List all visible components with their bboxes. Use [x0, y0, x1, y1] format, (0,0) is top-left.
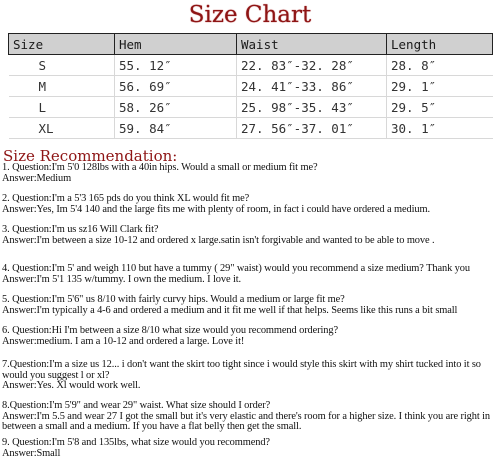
waist-cell: 25. 98″-35. 43″: [237, 97, 387, 118]
table-row: [9, 76, 493, 97]
answer-text: Answer:Small: [2, 447, 61, 459]
qa-item: [2, 326, 498, 347]
answer-text: Answer:I'm 5'1 135 w/tummy. I own the medium. I love it.: [2, 273, 242, 285]
answer-text: Answer:medium. I am a 10-12 and ordered a large. Love it!: [2, 335, 245, 347]
size-chart-table: [8, 33, 493, 139]
hem-cell: 58. 26″: [115, 97, 237, 118]
column-header: Hem: [115, 34, 237, 55]
size-cell: L: [9, 97, 115, 118]
column-header: Waist: [237, 34, 387, 55]
qa-item: [2, 163, 498, 184]
question-text: 3. Question:I'm us sz16 Will Clark fit?: [2, 224, 159, 235]
qa-item: [2, 360, 498, 392]
size-cell: S: [9, 55, 115, 76]
qa-item: [2, 264, 498, 285]
waist-cell: 27. 56″-37. 01″: [237, 118, 387, 139]
page-title: Size Chart: [188, 2, 312, 28]
length-cell: 28. 8″: [387, 55, 493, 76]
qa-item: [2, 295, 498, 316]
length-cell: 29. 1″: [387, 76, 493, 97]
question-text: 9. Question:I'm 5'8 and 135lbs, what size would you recommend?: [2, 437, 270, 448]
table-row: [9, 118, 493, 139]
size-cell: XL: [9, 118, 115, 139]
table-header-row: [9, 34, 493, 55]
qa-item: [2, 225, 498, 246]
question-text: 8.Question:I'm 5'9" and wear 29" waist. What size should I order?: [2, 400, 271, 411]
qa-item: [2, 401, 498, 433]
hem-cell: 59. 84″: [115, 118, 237, 139]
answer-text: Answer:I'm between a size 10-12 and ordered x large.satin isn't forgivable and wanted to be able to move .: [2, 234, 435, 246]
length-cell: 29. 5″: [387, 97, 493, 118]
table-row: [9, 55, 493, 76]
length-cell: 30. 1″: [387, 118, 493, 139]
question-text: 6. Question:Hi I'm between a size 8/10 what size would you recommend ordering?: [2, 325, 339, 336]
qa-item: [2, 194, 498, 215]
hem-cell: 55. 12″: [115, 55, 237, 76]
waist-cell: 22. 83″-32. 28″: [237, 55, 387, 76]
answer-text: Answer:Yes, Im 5'4 140 and the large fits me with plenty of room, in fact i could have ordered a medium.: [2, 203, 430, 215]
question-text: 2. Question:I'm a 5'3 165 pds do you think XL would fit me?: [2, 193, 250, 204]
question-text: 4. Question:I'm 5' and weigh 110 but have a tummy ( 29" waist) would you recommend a size medium? Thank you: [2, 263, 470, 274]
answer-text: Answer:I'm typically a 4-6 and ordered a medium and it fit me well if that helps. Seems like this runs a bit small: [2, 304, 458, 316]
column-header: Length: [387, 34, 493, 55]
column-header: Size: [9, 34, 115, 55]
size-cell: M: [9, 76, 115, 97]
answer-text: Answer:Yes. Xl would work well.: [2, 380, 141, 392]
qa-item: [2, 438, 498, 459]
question-text: 7.Question:I'm a size us 12... i don't want the skirt too tight since i would style this skirt with my shirt tucked into it so would you suggest l or xl?: [2, 359, 481, 381]
table-row: [9, 97, 493, 118]
answer-text: Answer:I'm 5.5 and wear 27 I got the small but it's very elastic and there's room for a higher size. I think you are right in between a small and a medium. If you have a flat belly then get the small.: [2, 410, 490, 433]
waist-cell: 24. 41″-33. 86″: [237, 76, 387, 97]
question-text: 5. Question:I'm 5'6" us 8/10 with fairly curvy hips. Would a medium or large fit me?: [2, 294, 345, 305]
hem-cell: 56. 69″: [115, 76, 237, 97]
answer-text: Answer:Medium: [2, 172, 72, 184]
question-text: 1. Question:I'm 5'0 128lbs with a 40in hips. Would a small or medium fit me?: [2, 162, 318, 173]
recommendation-title: Size Recommendation:: [3, 147, 178, 165]
